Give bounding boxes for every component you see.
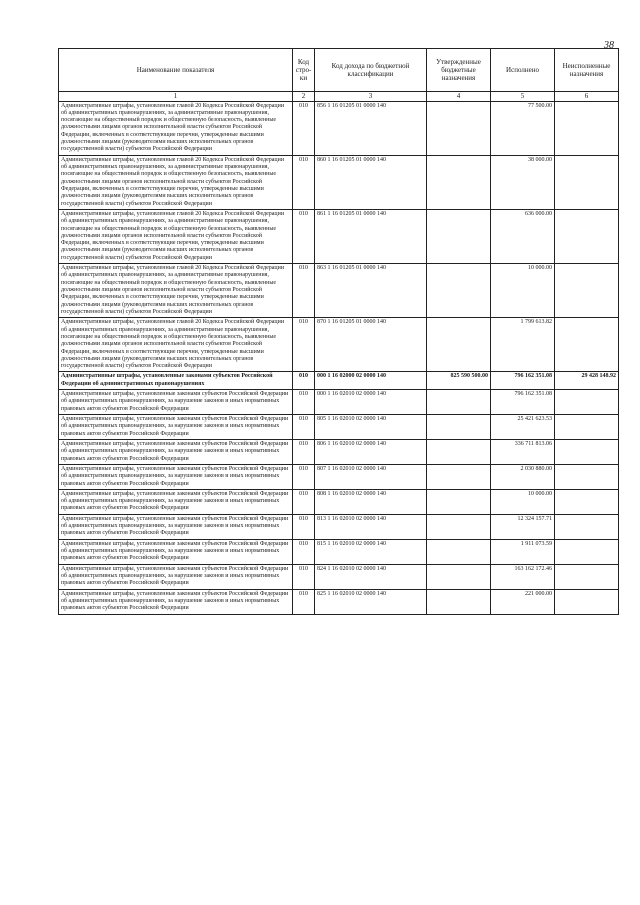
table-row bbox=[59, 439, 619, 464]
cell-code: 000 1 16 02000 02 0000 140 bbox=[315, 372, 427, 390]
cell-approved bbox=[427, 101, 491, 155]
cell-unexecuted bbox=[555, 539, 619, 564]
cell-name: Административные штрафы, установленные законами субъектов Российской Федерации об административных правонарушениях, за нарушение законов и иных нормативных правовых актов субъектов Российской Федерации bbox=[59, 589, 293, 614]
cell-unexecuted bbox=[555, 390, 619, 415]
table-row bbox=[59, 372, 619, 390]
cell-executed: 1 799 613.82 bbox=[491, 318, 555, 372]
cell-executed: 10 000.00 bbox=[491, 264, 555, 318]
cell-name: Административные штрафы, установленные законами субъектов Российской Федерации об административных правонарушениях, за нарушение законов и иных нормативных правовых актов субъектов Российской Федерации bbox=[59, 564, 293, 589]
cell-line: 010 bbox=[293, 589, 315, 614]
header-name: Наименование показателя bbox=[59, 49, 293, 92]
cell-approved bbox=[427, 155, 491, 209]
table-row bbox=[59, 514, 619, 539]
cell-unexecuted bbox=[555, 264, 619, 318]
cell-line: 010 bbox=[293, 439, 315, 464]
table-row bbox=[59, 489, 619, 514]
cell-line: 010 bbox=[293, 155, 315, 209]
cell-executed: 77 500.00 bbox=[491, 101, 555, 155]
cell-line: 010 bbox=[293, 318, 315, 372]
table-row bbox=[59, 564, 619, 589]
cell-approved bbox=[427, 264, 491, 318]
cell-name: Административные штрафы, установленные законами субъектов Российской Федерации об административных правонарушениях, за нарушение законов и иных нормативных правовых актов субъектов Российской Федерации bbox=[59, 415, 293, 440]
cell-unexecuted bbox=[555, 439, 619, 464]
table-row bbox=[59, 415, 619, 440]
cell-unexecuted bbox=[555, 489, 619, 514]
header-line-code: Код стро- ки bbox=[293, 49, 315, 92]
cell-code: 863 1 16 01205 01 0000 140 bbox=[315, 264, 427, 318]
cell-code: 870 1 16 01205 01 0000 140 bbox=[315, 318, 427, 372]
column-number: 5 bbox=[491, 92, 555, 102]
column-numbers-row bbox=[59, 92, 619, 102]
cell-name: Административные штрафы, установленные законами субъектов Российской Федерации об административных правонарушениях, за нарушение законов и иных нормативных правовых актов субъектов Российской Федерации bbox=[59, 489, 293, 514]
cell-line: 010 bbox=[293, 264, 315, 318]
cell-approved bbox=[427, 415, 491, 440]
table-row bbox=[59, 464, 619, 489]
cell-approved bbox=[427, 564, 491, 589]
cell-code: 813 1 16 02010 02 0000 140 bbox=[315, 514, 427, 539]
cell-executed: 10 000.00 bbox=[491, 489, 555, 514]
column-number: 6 bbox=[555, 92, 619, 102]
cell-name: Административные штрафы, установленные законами субъектов Российской Федерации об административных правонарушениях, за нарушение законов и иных нормативных правовых актов субъектов Российской Федерации bbox=[59, 464, 293, 489]
cell-code: 860 1 16 01205 01 0000 140 bbox=[315, 155, 427, 209]
page-number: 38 bbox=[604, 40, 614, 51]
table-header-row bbox=[59, 49, 619, 92]
cell-line: 010 bbox=[293, 564, 315, 589]
cell-executed: 796 162 351.08 bbox=[491, 390, 555, 415]
cell-name: Административные штрафы, установленные законами субъектов Российской Федерации об административных правонарушениях, за нарушение законов и иных нормативных правовых актов субъектов Российской Федерации bbox=[59, 514, 293, 539]
cell-name: Административные штрафы, установленные законами субъектов Российской Федерации об административных правонарушениях, за нарушение законов и иных нормативных правовых актов субъектов Российской Федерации bbox=[59, 439, 293, 464]
cell-unexecuted bbox=[555, 464, 619, 489]
cell-code: 824 1 16 02010 02 0000 140 bbox=[315, 564, 427, 589]
table-row bbox=[59, 155, 619, 209]
cell-code: 825 1 16 02010 02 0000 140 bbox=[315, 589, 427, 614]
cell-executed: 25 421 623.53 bbox=[491, 415, 555, 440]
cell-approved bbox=[427, 439, 491, 464]
cell-code: 856 1 16 01205 01 0000 140 bbox=[315, 101, 427, 155]
cell-approved bbox=[427, 589, 491, 614]
header-approved: Утвержденные бюджетные назначения bbox=[427, 49, 491, 92]
cell-executed: 636 000.00 bbox=[491, 209, 555, 263]
table-row bbox=[59, 318, 619, 372]
cell-code: 805 1 16 02010 02 0000 140 bbox=[315, 415, 427, 440]
cell-approved bbox=[427, 539, 491, 564]
cell-name: Административные штрафы, установленные главой 20 Кодекса Российской Федерации об административных правонарушениях, за административные правонарушения, посягающие на общественный порядок и общественную безопасность, выявленные должностными лицами органов исполнительной власти субъектов Российской Федерации, включенных в соответствующие перечни, утвержденные высшими должностными лицами (руководителями высших исполнительных органов государственной власти) субъектов Российской Федерации bbox=[59, 209, 293, 263]
cell-line: 010 bbox=[293, 209, 315, 263]
cell-unexecuted bbox=[555, 209, 619, 263]
cell-line: 010 bbox=[293, 539, 315, 564]
table-row bbox=[59, 209, 619, 263]
cell-line: 010 bbox=[293, 415, 315, 440]
cell-line: 010 bbox=[293, 514, 315, 539]
cell-code: 808 1 16 02010 02 0000 140 bbox=[315, 489, 427, 514]
cell-name: Административные штрафы, установленные законами субъектов Российской Федерации об административных правонарушениях, за нарушение законов и иных нормативных правовых актов субъектов Российской Федерации bbox=[59, 390, 293, 415]
cell-unexecuted bbox=[555, 564, 619, 589]
cell-approved: 825 590 500.00 bbox=[427, 372, 491, 390]
table-row bbox=[59, 264, 619, 318]
cell-code: 807 1 16 02010 02 0000 140 bbox=[315, 464, 427, 489]
cell-approved bbox=[427, 489, 491, 514]
cell-approved bbox=[427, 318, 491, 372]
cell-line: 010 bbox=[293, 372, 315, 390]
cell-name: Административные штрафы, установленные законами субъектов Российской Федерации об административных правонарушениях bbox=[59, 372, 293, 390]
cell-approved bbox=[427, 390, 491, 415]
cell-unexecuted bbox=[555, 318, 619, 372]
column-number: 4 bbox=[427, 92, 491, 102]
cell-line: 010 bbox=[293, 101, 315, 155]
cell-code: 806 1 16 02010 02 0000 140 bbox=[315, 439, 427, 464]
cell-name: Административные штрафы, установленные законами субъектов Российской Федерации об административных правонарушениях, за нарушение законов и иных нормативных правовых актов субъектов Российской Федерации bbox=[59, 539, 293, 564]
cell-name: Административные штрафы, установленные главой 20 Кодекса Российской Федерации об административных правонарушениях, за административные правонарушения, посягающие на общественный порядок и общественную безопасность, выявленные должностными лицами органов исполнительной власти субъектов Российской Федерации, включенных в соответствующие перечни, утвержденные высшими должностными лицами (руководителями высших исполнительных органов государственной власти) субъектов Российской Федерации bbox=[59, 101, 293, 155]
column-number: 2 bbox=[293, 92, 315, 102]
cell-executed: 336 711 813.06 bbox=[491, 439, 555, 464]
cell-unexecuted bbox=[555, 415, 619, 440]
cell-unexecuted bbox=[555, 514, 619, 539]
cell-executed: 163 162 172.46 bbox=[491, 564, 555, 589]
table-row bbox=[59, 589, 619, 614]
table-row bbox=[59, 101, 619, 155]
cell-name: Административные штрафы, установленные главой 20 Кодекса Российской Федерации об административных правонарушениях, за административные правонарушения, посягающие на общественный порядок и общественную безопасность, выявленные должностными лицами органов исполнительной власти субъектов Российской Федерации, включенных в соответствующие перечни, утвержденные высшими должностными лицами (руководителями высших исполнительных органов государственной власти) субъектов Российской Федерации bbox=[59, 318, 293, 372]
header-unexecuted: Неисполненные назначения bbox=[555, 49, 619, 92]
cell-executed: 221 000.00 bbox=[491, 589, 555, 614]
cell-approved bbox=[427, 209, 491, 263]
cell-executed: 796 162 351.08 bbox=[491, 372, 555, 390]
cell-code: 000 1 16 02010 02 0000 140 bbox=[315, 390, 427, 415]
cell-approved bbox=[427, 514, 491, 539]
cell-code: 861 1 16 01205 01 0000 140 bbox=[315, 209, 427, 263]
table-row bbox=[59, 539, 619, 564]
cell-line: 010 bbox=[293, 390, 315, 415]
cell-unexecuted bbox=[555, 155, 619, 209]
cell-executed: 2 030 880.00 bbox=[491, 464, 555, 489]
cell-name: Административные штрафы, установленные главой 20 Кодекса Российской Федерации об административных правонарушениях, за административные правонарушения, посягающие на общественный порядок и общественную безопасность, выявленные должностными лицами органов исполнительной власти субъектов Российской Федерации, включенных в соответствующие перечни, утвержденные высшими должностными лицами (руководителями высших исполнительных органов государственной власти) субъектов Российской Федерации bbox=[59, 155, 293, 209]
column-number: 1 bbox=[59, 92, 293, 102]
column-number: 3 bbox=[315, 92, 427, 102]
cell-code: 815 1 16 02010 02 0000 140 bbox=[315, 539, 427, 564]
cell-executed: 38 000.00 bbox=[491, 155, 555, 209]
cell-executed: 12 324 157.71 bbox=[491, 514, 555, 539]
revenue-table bbox=[58, 48, 619, 615]
header-executed: Исполнено bbox=[491, 49, 555, 92]
cell-name: Административные штрафы, установленные главой 20 Кодекса Российской Федерации об административных правонарушениях, за административные правонарушения, посягающие на общественный порядок и общественную безопасность, выявленные должностными лицами органов исполнительной власти субъектов Российской Федерации, включенных в соответствующие перечни, утвержденные высшими должностными лицами (руководителями высших исполнительных органов государственной власти) субъектов Российской Федерации bbox=[59, 264, 293, 318]
cell-line: 010 bbox=[293, 464, 315, 489]
cell-unexecuted bbox=[555, 589, 619, 614]
cell-line: 010 bbox=[293, 489, 315, 514]
table-row bbox=[59, 390, 619, 415]
cell-executed: 1 911 073.59 bbox=[491, 539, 555, 564]
cell-unexecuted: 29 428 148.92 bbox=[555, 372, 619, 390]
header-income-code: Код дохода по бюджетной классификации bbox=[315, 49, 427, 92]
cell-approved bbox=[427, 464, 491, 489]
cell-unexecuted bbox=[555, 101, 619, 155]
